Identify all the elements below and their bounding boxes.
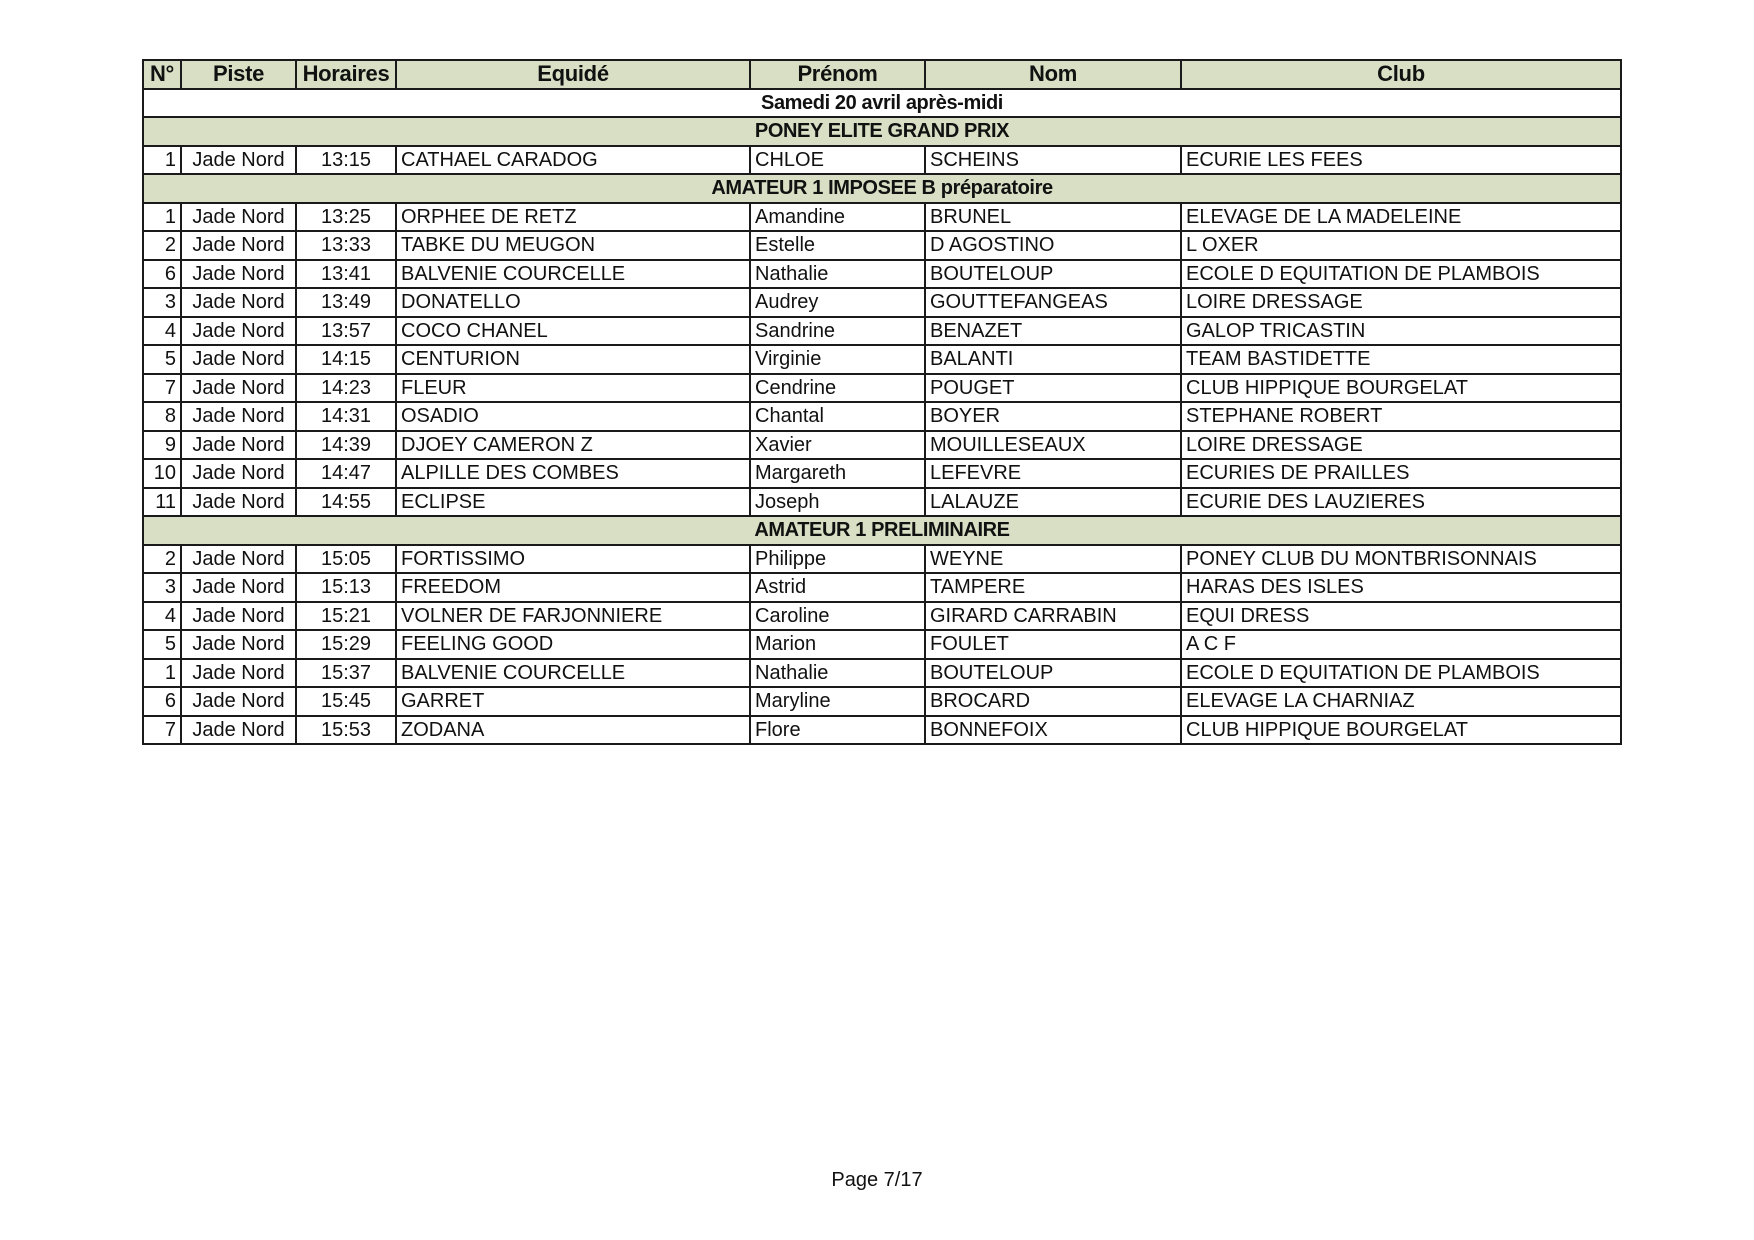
- header-prenom: Prénom: [750, 60, 925, 89]
- cell-club: ECURIES DE PRAILLES: [1181, 459, 1621, 488]
- cell-club: CLUB HIPPIQUE BOURGELAT: [1181, 716, 1621, 745]
- cell-nom: SCHEINS: [925, 146, 1181, 175]
- table-row: [143, 687, 1621, 716]
- table-row: [143, 317, 1621, 346]
- cell-piste: Jade Nord: [181, 146, 296, 175]
- header-club: Club: [1181, 60, 1621, 89]
- cell-nom: LEFEVRE: [925, 459, 1181, 488]
- cell-num: 4: [143, 602, 181, 631]
- cell-prenom: Maryline: [750, 687, 925, 716]
- cell-horaires: 14:47: [296, 459, 396, 488]
- cell-horaires: 14:31: [296, 402, 396, 431]
- cell-equide: FLEUR: [396, 374, 750, 403]
- cell-equide: FREEDOM: [396, 573, 750, 602]
- cell-club: STEPHANE ROBERT: [1181, 402, 1621, 431]
- cell-nom: MOUILLESEAUX: [925, 431, 1181, 460]
- cell-nom: D AGOSTINO: [925, 231, 1181, 260]
- cell-horaires: 15:21: [296, 602, 396, 631]
- cell-prenom: Marion: [750, 630, 925, 659]
- cell-equide: BALVENIE COURCELLE: [396, 659, 750, 688]
- cell-piste: Jade Nord: [181, 288, 296, 317]
- cell-horaires: 13:25: [296, 203, 396, 232]
- cell-piste: Jade Nord: [181, 231, 296, 260]
- cell-equide: CENTURION: [396, 345, 750, 374]
- cell-num: 2: [143, 545, 181, 574]
- cell-num: 1: [143, 659, 181, 688]
- cell-prenom: Joseph: [750, 488, 925, 517]
- cell-club: LOIRE DRESSAGE: [1181, 288, 1621, 317]
- cell-prenom: Amandine: [750, 203, 925, 232]
- header-num: N°: [143, 60, 181, 89]
- cell-num: 7: [143, 374, 181, 403]
- section-title: AMATEUR 1 PRELIMINAIRE: [143, 516, 1621, 545]
- cell-club: L OXER: [1181, 231, 1621, 260]
- cell-club: ELEVAGE DE LA MADELEINE: [1181, 203, 1621, 232]
- day-title-row: [143, 89, 1621, 118]
- cell-piste: Jade Nord: [181, 260, 296, 289]
- cell-num: 1: [143, 146, 181, 175]
- cell-nom: POUGET: [925, 374, 1181, 403]
- cell-num: 5: [143, 630, 181, 659]
- cell-num: 5: [143, 345, 181, 374]
- cell-prenom: Cendrine: [750, 374, 925, 403]
- header-row: [143, 60, 1621, 89]
- cell-club: A C F: [1181, 630, 1621, 659]
- cell-prenom: Audrey: [750, 288, 925, 317]
- table-row: [143, 716, 1621, 745]
- schedule-table: [142, 59, 1622, 745]
- cell-equide: ZODANA: [396, 716, 750, 745]
- section-title: AMATEUR 1 IMPOSEE B préparatoire: [143, 174, 1621, 203]
- header-nom: Nom: [925, 60, 1181, 89]
- cell-club: HARAS DES ISLES: [1181, 573, 1621, 602]
- cell-club: TEAM BASTIDETTE: [1181, 345, 1621, 374]
- table-row: [143, 402, 1621, 431]
- cell-num: 6: [143, 687, 181, 716]
- cell-equide: ORPHEE DE RETZ: [396, 203, 750, 232]
- cell-piste: Jade Nord: [181, 545, 296, 574]
- cell-club: LOIRE DRESSAGE: [1181, 431, 1621, 460]
- cell-horaires: 15:29: [296, 630, 396, 659]
- table-row: [143, 203, 1621, 232]
- cell-nom: BALANTI: [925, 345, 1181, 374]
- table-row: [143, 231, 1621, 260]
- cell-club: ELEVAGE LA CHARNIAZ: [1181, 687, 1621, 716]
- cell-piste: Jade Nord: [181, 402, 296, 431]
- cell-equide: ECLIPSE: [396, 488, 750, 517]
- page-number: Page 7/17: [831, 1169, 923, 1191]
- cell-nom: BOUTELOUP: [925, 260, 1181, 289]
- cell-horaires: 13:49: [296, 288, 396, 317]
- cell-horaires: 14:23: [296, 374, 396, 403]
- header-piste: Piste: [181, 60, 296, 89]
- table-row: [143, 573, 1621, 602]
- table-row: [143, 345, 1621, 374]
- cell-equide: DONATELLO: [396, 288, 750, 317]
- cell-prenom: Philippe: [750, 545, 925, 574]
- cell-piste: Jade Nord: [181, 687, 296, 716]
- cell-num: 6: [143, 260, 181, 289]
- cell-piste: Jade Nord: [181, 317, 296, 346]
- cell-piste: Jade Nord: [181, 716, 296, 745]
- cell-horaires: 13:41: [296, 260, 396, 289]
- cell-nom: BOUTELOUP: [925, 659, 1181, 688]
- cell-nom: GIRARD CARRABIN: [925, 602, 1181, 631]
- cell-equide: TABKE DU MEUGON: [396, 231, 750, 260]
- cell-piste: Jade Nord: [181, 488, 296, 517]
- cell-num: 4: [143, 317, 181, 346]
- cell-nom: BOYER: [925, 402, 1181, 431]
- cell-nom: WEYNE: [925, 545, 1181, 574]
- cell-num: 2: [143, 231, 181, 260]
- cell-nom: GOUTTEFANGEAS: [925, 288, 1181, 317]
- table-row: [143, 659, 1621, 688]
- cell-prenom: Estelle: [750, 231, 925, 260]
- cell-num: 8: [143, 402, 181, 431]
- table-row: [143, 488, 1621, 517]
- cell-nom: LALAUZE: [925, 488, 1181, 517]
- cell-num: 11: [143, 488, 181, 517]
- cell-prenom: Flore: [750, 716, 925, 745]
- table-row: [143, 545, 1621, 574]
- cell-equide: DJOEY CAMERON Z: [396, 431, 750, 460]
- header-equide: Equidé: [396, 60, 750, 89]
- cell-club: ECOLE D EQUITATION DE PLAMBOIS: [1181, 260, 1621, 289]
- table-row: [143, 374, 1621, 403]
- section-title: PONEY ELITE GRAND PRIX: [143, 117, 1621, 146]
- cell-piste: Jade Nord: [181, 573, 296, 602]
- cell-club: EQUI DRESS: [1181, 602, 1621, 631]
- cell-horaires: 15:05: [296, 545, 396, 574]
- table-row: [143, 260, 1621, 289]
- cell-horaires: 13:57: [296, 317, 396, 346]
- cell-prenom: Caroline: [750, 602, 925, 631]
- cell-piste: Jade Nord: [181, 374, 296, 403]
- cell-num: 3: [143, 288, 181, 317]
- cell-prenom: CHLOE: [750, 146, 925, 175]
- cell-num: 9: [143, 431, 181, 460]
- cell-horaires: 15:37: [296, 659, 396, 688]
- cell-equide: FEELING GOOD: [396, 630, 750, 659]
- cell-prenom: Virginie: [750, 345, 925, 374]
- cell-horaires: 13:15: [296, 146, 396, 175]
- cell-num: 1: [143, 203, 181, 232]
- cell-equide: ALPILLE DES COMBES: [396, 459, 750, 488]
- table-row: [143, 459, 1621, 488]
- cell-horaires: 13:33: [296, 231, 396, 260]
- cell-club: ECURIE DES LAUZIERES: [1181, 488, 1621, 517]
- cell-piste: Jade Nord: [181, 345, 296, 374]
- cell-prenom: Chantal: [750, 402, 925, 431]
- cell-piste: Jade Nord: [181, 659, 296, 688]
- cell-nom: BROCARD: [925, 687, 1181, 716]
- section-header-row: [143, 117, 1621, 146]
- table-row: [143, 431, 1621, 460]
- section-header-row: [143, 516, 1621, 545]
- cell-equide: BALVENIE COURCELLE: [396, 260, 750, 289]
- cell-club: GALOP TRICASTIN: [1181, 317, 1621, 346]
- cell-piste: Jade Nord: [181, 459, 296, 488]
- cell-equide: GARRET: [396, 687, 750, 716]
- cell-club: CLUB HIPPIQUE BOURGELAT: [1181, 374, 1621, 403]
- cell-nom: FOULET: [925, 630, 1181, 659]
- cell-horaires: 15:45: [296, 687, 396, 716]
- table-header: [143, 60, 1621, 89]
- cell-nom: BENAZET: [925, 317, 1181, 346]
- table-row: [143, 630, 1621, 659]
- cell-horaires: 14:39: [296, 431, 396, 460]
- cell-prenom: Margareth: [750, 459, 925, 488]
- cell-prenom: Nathalie: [750, 659, 925, 688]
- cell-club: ECOLE D EQUITATION DE PLAMBOIS: [1181, 659, 1621, 688]
- cell-horaires: 14:55: [296, 488, 396, 517]
- cell-nom: TAMPERE: [925, 573, 1181, 602]
- table-row: [143, 288, 1621, 317]
- table-row: [143, 602, 1621, 631]
- cell-equide: CATHAEL CARADOG: [396, 146, 750, 175]
- cell-num: 3: [143, 573, 181, 602]
- cell-horaires: 15:53: [296, 716, 396, 745]
- cell-horaires: 15:13: [296, 573, 396, 602]
- cell-piste: Jade Nord: [181, 431, 296, 460]
- table-body: [143, 89, 1621, 745]
- cell-nom: BRUNEL: [925, 203, 1181, 232]
- header-horaires: Horaires: [296, 60, 396, 89]
- cell-prenom: Sandrine: [750, 317, 925, 346]
- cell-piste: Jade Nord: [181, 602, 296, 631]
- cell-prenom: Astrid: [750, 573, 925, 602]
- cell-nom: BONNEFOIX: [925, 716, 1181, 745]
- cell-prenom: Xavier: [750, 431, 925, 460]
- cell-num: 10: [143, 459, 181, 488]
- cell-piste: Jade Nord: [181, 630, 296, 659]
- day-title: Samedi 20 avril après-midi: [143, 89, 1621, 118]
- cell-prenom: Nathalie: [750, 260, 925, 289]
- cell-club: ECURIE LES FEES: [1181, 146, 1621, 175]
- cell-num: 7: [143, 716, 181, 745]
- cell-equide: COCO CHANEL: [396, 317, 750, 346]
- cell-equide: OSADIO: [396, 402, 750, 431]
- cell-club: PONEY CLUB DU MONTBRISONNAIS: [1181, 545, 1621, 574]
- cell-equide: VOLNER DE FARJONNIERE: [396, 602, 750, 631]
- table-row: [143, 146, 1621, 175]
- section-header-row: [143, 174, 1621, 203]
- cell-horaires: 14:15: [296, 345, 396, 374]
- cell-equide: FORTISSIMO: [396, 545, 750, 574]
- cell-piste: Jade Nord: [181, 203, 296, 232]
